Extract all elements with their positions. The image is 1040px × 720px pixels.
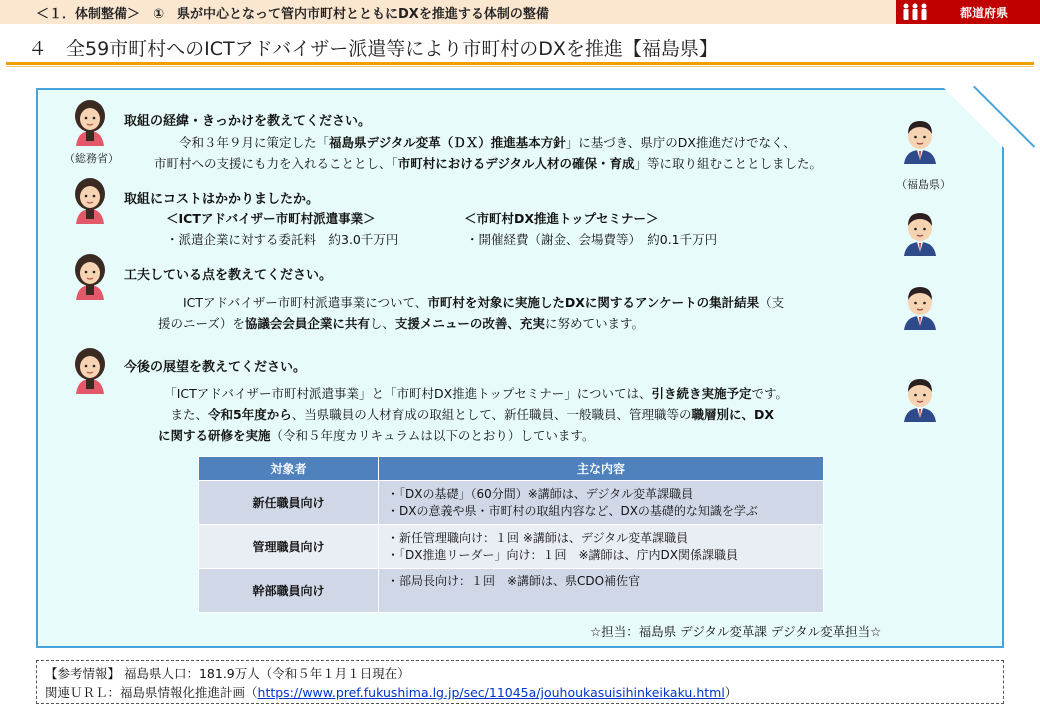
row-content-line: ・「DX推進リーダー」向け：１回 ※講師は、庁内DX関係課職員 bbox=[387, 547, 738, 562]
category-badge bbox=[896, 0, 1040, 24]
row-content-line: ・新任管理職向け：１回 ※講師は、デジタル変革課職員 bbox=[387, 530, 689, 545]
row-content bbox=[379, 525, 824, 569]
table-header-target: 対象者 bbox=[199, 457, 379, 481]
reference-url-suffix: ） bbox=[724, 685, 738, 700]
reference-url-link[interactable]: https://www.pref.fukushima.lg.jp/sec/11045a/jouhoukasuisihinkeikaku.html bbox=[257, 685, 725, 700]
row-content-line: ・部局長向け：１回 ※講師は、県CDO補佐官 bbox=[387, 574, 641, 588]
title-divider-thin bbox=[6, 66, 1034, 67]
question-outlook: 今後の展望を教えてください。 bbox=[124, 360, 307, 375]
answer-outlook-line: 「ICTアドバイザー市町村派遣事業」と「市町村DX推進トップセミナー」については、引き続き実施予定です。 bbox=[158, 386, 789, 401]
title-divider bbox=[6, 62, 1034, 65]
respondent-man-icon bbox=[900, 282, 940, 330]
cost-heading-advisor: ＜ICTアドバイザー市町村派遣事業＞ bbox=[166, 211, 376, 226]
table-row bbox=[199, 481, 824, 525]
top-bar bbox=[0, 0, 1040, 24]
answer-outlook-line: に関する研修を実施（令和５年度カリキュラムは以下のとおり）しています。 bbox=[158, 428, 595, 443]
answer-outlook-line: また、令和5年度から、当県職員の人材育成の取組として、新任職員、一般職員、管理職等の職層別に、DX bbox=[158, 407, 774, 422]
emphasis-text: 協議会会員企業に共有 bbox=[244, 316, 370, 331]
emphasis-text: 引き続き実施予定 bbox=[651, 386, 752, 401]
emphasis-text: 福島県デジタル変革（ＤＸ）推進基本方針 bbox=[329, 135, 566, 150]
emphasis-text: 職層別に、DX bbox=[691, 407, 774, 422]
people-icon bbox=[902, 3, 928, 21]
emphasis-text: に関する研修を実施 bbox=[158, 428, 271, 443]
reference-population: 【参考情報】 福島県人口：181.9万人（令和５年１月１日現在） bbox=[45, 666, 410, 681]
emphasis-text: 市町村におけるデジタル人材の確保・育成 bbox=[397, 156, 635, 171]
respondent-man-icon bbox=[900, 116, 940, 164]
reference-box bbox=[36, 660, 1004, 704]
cost-heading-seminar: ＜市町村DX推進トップセミナー＞ bbox=[464, 211, 659, 226]
panel-folded-corner bbox=[943, 87, 1005, 149]
row-target: 新任職員向け bbox=[199, 481, 379, 525]
table-header-row bbox=[199, 457, 824, 481]
row-content-line: ・「DXの基礎」（60分間）※講師は、デジタル変革課職員 bbox=[387, 486, 694, 501]
answer-ingenuity-line: 援のニーズ）を協議会会員企業に共有し、支援メニューの改善、充実に努めています。 bbox=[158, 316, 644, 331]
table-header-content: 主な内容 bbox=[379, 457, 824, 481]
row-content-line: ・DXの意義や県・市町村の取組内容など、DXの基礎的な知識を学ぶ bbox=[387, 503, 758, 518]
table-row bbox=[199, 569, 824, 613]
cost-detail-seminar: ・開催経費（謝金、会場費等） 約0.1千万円 bbox=[466, 232, 718, 247]
question-ingenuity: 工夫している点を教えてください。 bbox=[124, 268, 333, 283]
emphasis-text: 令和5年度から bbox=[208, 407, 292, 422]
training-curriculum-table bbox=[198, 456, 824, 613]
reference-url-line bbox=[45, 683, 737, 701]
respondent-man-icon bbox=[900, 374, 940, 422]
interviewer-woman-icon bbox=[70, 176, 110, 224]
interviewer-woman-icon bbox=[70, 98, 110, 146]
row-target: 管理職員向け bbox=[199, 525, 379, 569]
emphasis-text: 支援メニューの改善、充実 bbox=[394, 316, 545, 331]
answer-background-line: 令和３年９月に策定した「福島県デジタル変革（ＤＸ）推進基本方針」に基づき、県庁のDX推進だけでなく、 bbox=[154, 135, 796, 150]
cost-detail-advisor: ・派遣企業に対する委託料 約3.0千万円 bbox=[166, 232, 399, 247]
contact-info: ☆担当：福島県 デジタル変革課 デジタル変革担当☆ bbox=[590, 624, 882, 639]
reference-url-prefix: 関連ＵＲＬ：福島県情報化推進計画（ bbox=[45, 685, 258, 700]
interviewer-woman-icon bbox=[70, 346, 110, 394]
question-cost: 取組にコストはかかりましたか。 bbox=[124, 192, 320, 207]
category-badge-label: 都道府県 bbox=[960, 6, 1009, 20]
table-row bbox=[199, 525, 824, 569]
emphasis-text: 市町村を対象に実施したDXに関するアンケートの集計結果 bbox=[427, 295, 760, 310]
breadcrumb: ＜１．体制整備＞ ① 県が中心となって管内市町村とともにDXを推進する体制の整備 bbox=[36, 7, 549, 22]
respondent-caption: （福島県） bbox=[896, 178, 951, 191]
answer-ingenuity-line: ICTアドバイザー市町村派遣事業について、市町村を対象に実施したDXに関するアンケートの集計結果（支 bbox=[158, 295, 785, 310]
respondent-man-icon bbox=[900, 208, 940, 256]
page-title: ４ 全59市町村へのICTアドバイザー派遣等により市町村のDXを推進【福島県】 bbox=[28, 38, 718, 60]
interviewer-caption: （総務省） bbox=[64, 152, 119, 165]
row-content bbox=[379, 481, 824, 525]
question-background: 取組の経緯・きっかけを教えてください。 bbox=[124, 114, 372, 129]
row-target: 幹部職員向け bbox=[199, 569, 379, 613]
answer-background-line: 市町村への支援にも力を入れることとし、「市町村におけるデジタル人材の確保・育成」等に取り組むこととしました。 bbox=[154, 156, 823, 171]
row-content bbox=[379, 569, 824, 613]
interviewer-woman-icon bbox=[70, 252, 110, 300]
